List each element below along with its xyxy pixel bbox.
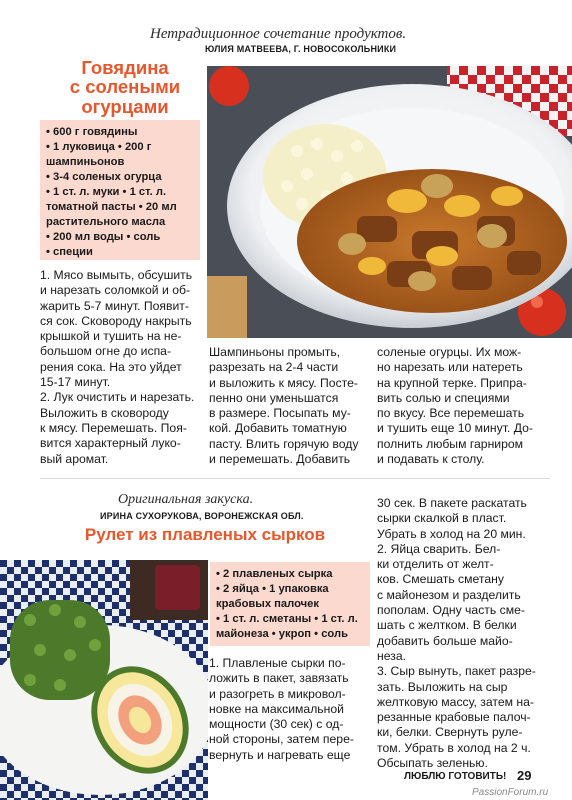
text-line: ки, белки. Свернуть руле- xyxy=(377,725,523,740)
ingredient-line: • 2 яйца • 1 упаковка xyxy=(216,583,329,595)
recipe2-tagline: Оригинальная закуска. xyxy=(118,492,254,507)
recipe1-title-line: с солеными xyxy=(69,76,181,98)
recipe1-title xyxy=(40,58,210,116)
text-line: ся сок. Сковороду накрыть xyxy=(40,313,192,328)
section-divider xyxy=(40,478,550,479)
text-line: 3. Сыр вынуть, пакет разре- xyxy=(377,664,536,679)
text-line: 15-17 минут. xyxy=(40,375,111,390)
recipe2-ingredients-box xyxy=(210,562,370,646)
text-line: и перемешать. Добавить xyxy=(209,452,351,467)
cheese-roll-illustration xyxy=(0,560,208,800)
text-line: 2. Лук очистить и нарезать. xyxy=(40,390,195,405)
ingredient-line: • 1 луковица • 200 г xyxy=(46,141,152,153)
text-line: но нарезать или натереть xyxy=(377,360,523,375)
text-line: в размере. Посыпать му- xyxy=(209,406,351,421)
text-line: пасту. Влить горячую воду xyxy=(209,436,359,451)
text-line: Обсыпать зеленью. xyxy=(377,756,488,771)
text-line: 30 сек. В пакете раскатать xyxy=(377,496,527,510)
ingredient-line: • специи xyxy=(46,246,93,258)
ingredient-line: растительного масла xyxy=(46,216,166,228)
ingredient-line: крабовых палочек xyxy=(216,598,319,610)
recipe1-column-1 xyxy=(40,268,205,467)
ingredient-line: • 2 плавленых сырка xyxy=(216,568,333,580)
text-line: пенно они уменьшатся xyxy=(209,390,339,405)
text-line: том. Убрать в холод на 2 ч. xyxy=(377,740,531,755)
text-line: к мясу. Перемешать. Поя- xyxy=(40,420,187,435)
ingredient-line: • 200 мл воды • соль xyxy=(46,231,161,243)
ingredient-line: • 3-4 соленых огурца xyxy=(46,171,162,183)
watermark: PassionForum.ru xyxy=(472,787,549,798)
text-line: по вкусу. Все перемешать xyxy=(377,406,525,421)
text-line: жарить 5-7 минут. Появит- xyxy=(40,298,189,313)
text-line: ков. Смешать сметану xyxy=(377,572,504,587)
text-line: зать. Выложить на сыр xyxy=(377,679,508,694)
text-line: добавить больше майо- xyxy=(377,633,513,648)
text-line: пополам. Одну часть сме- xyxy=(377,603,525,618)
recipe1-title-line: огурцами xyxy=(81,95,169,117)
recipe1-ingredients-box xyxy=(40,120,200,260)
text-line: вый аромат. xyxy=(40,451,109,466)
ingredient-line: майонеза • укроп • соль xyxy=(216,628,348,640)
text-line: полнить любым гарниром xyxy=(377,436,524,451)
cheese-roll-photo xyxy=(0,560,208,800)
text-line: ной стороны, затем пере- xyxy=(209,732,354,747)
text-line: шать с желтком. В белки xyxy=(377,618,517,633)
ingredient-line: • 1 ст. л. муки • 1 ст. л. xyxy=(46,186,167,198)
recipe2-author: ИРИНА СУХОРУКОВА, ВОРОНЕЖСКАЯ ОБЛ. xyxy=(100,511,304,521)
text-line: на крупной терке. Припра- xyxy=(377,375,527,390)
recipe1-column-2 xyxy=(209,345,374,467)
text-line: ложить в пакет, завязать xyxy=(209,671,349,686)
beef-dish-illustration xyxy=(207,66,572,338)
text-line: неза. xyxy=(377,648,406,663)
text-line: большом огне до испа- xyxy=(40,344,172,359)
text-line: Выложить в сковороду xyxy=(40,405,169,420)
text-line: сырки скалкой в пласт. xyxy=(377,511,507,526)
text-line: вить солью и специями xyxy=(377,390,510,405)
text-line: 1. Плавленые сырки по- xyxy=(209,656,346,670)
text-line: и разогреть в микровол- xyxy=(209,686,346,701)
ingredient-line: • 1 ст. л. сметаны • 1 ст. л. xyxy=(216,613,358,625)
text-line: Убрать в холод на 20 мин. xyxy=(377,526,526,541)
text-line: вится характерный луко- xyxy=(40,436,181,451)
text-line: соленые огурцы. Их мож- xyxy=(377,345,522,359)
text-line: желтковую массу, затем на- xyxy=(377,694,534,709)
text-line: с майонезом и разделить xyxy=(377,587,521,602)
text-line: и подавать к столу. xyxy=(377,452,485,467)
recipe2-title: Рулет из плавленых сырков xyxy=(84,525,326,544)
recipe2-column-1 xyxy=(209,656,374,763)
text-line: 2. Яйца сварить. Бел- xyxy=(377,541,501,556)
page-number: 29 xyxy=(517,768,532,783)
ingredient-line: шампиньонов xyxy=(46,156,125,168)
text-line: мощности (30 сек) с од- xyxy=(209,717,344,732)
text-line: новке на максимальной xyxy=(209,701,344,716)
text-line: Шампиньоны промыть, xyxy=(209,345,341,359)
recipe1-author: ЮЛИЯ МАТВЕЕВА, Г. НОВОСОКОЛЬНИКИ xyxy=(205,44,397,54)
text-line: кой. Добавить томатную xyxy=(209,421,347,436)
beef-dish-photo xyxy=(207,66,572,338)
text-line: ки отделить от желт- xyxy=(377,557,494,572)
text-line: разрезать на 2-4 части xyxy=(209,360,339,375)
recipe1-tagline: Нетрадиционное сочетание продуктов. xyxy=(150,26,407,42)
magazine-footer-title: ЛЮБЛЮ ГОТОВИТЬ! xyxy=(404,771,507,782)
text-line: и нарезать соломкой и об- xyxy=(40,283,191,298)
recipe1-column-3 xyxy=(377,345,549,467)
ingredient-line: • 600 г говядины xyxy=(46,126,138,138)
text-line: рения сока. На это уйдет xyxy=(40,359,182,374)
text-line: крышкой и тушить на не- xyxy=(40,329,182,344)
ingredient-line: томатной пасты • 20 мл xyxy=(46,201,177,213)
text-line: и выложить к мясу. Посте- xyxy=(209,375,358,390)
text-line: и тушить еще 10 минут. До- xyxy=(377,421,533,436)
text-line: вернуть и нагревать еще xyxy=(209,747,351,762)
text-line: резанные крабовые палоч- xyxy=(377,710,531,725)
text-line: 1. Мясо вымыть, обсушить xyxy=(40,268,193,282)
recipe2-column-2 xyxy=(377,496,549,771)
recipe1-title-line: Говядина xyxy=(81,57,169,78)
